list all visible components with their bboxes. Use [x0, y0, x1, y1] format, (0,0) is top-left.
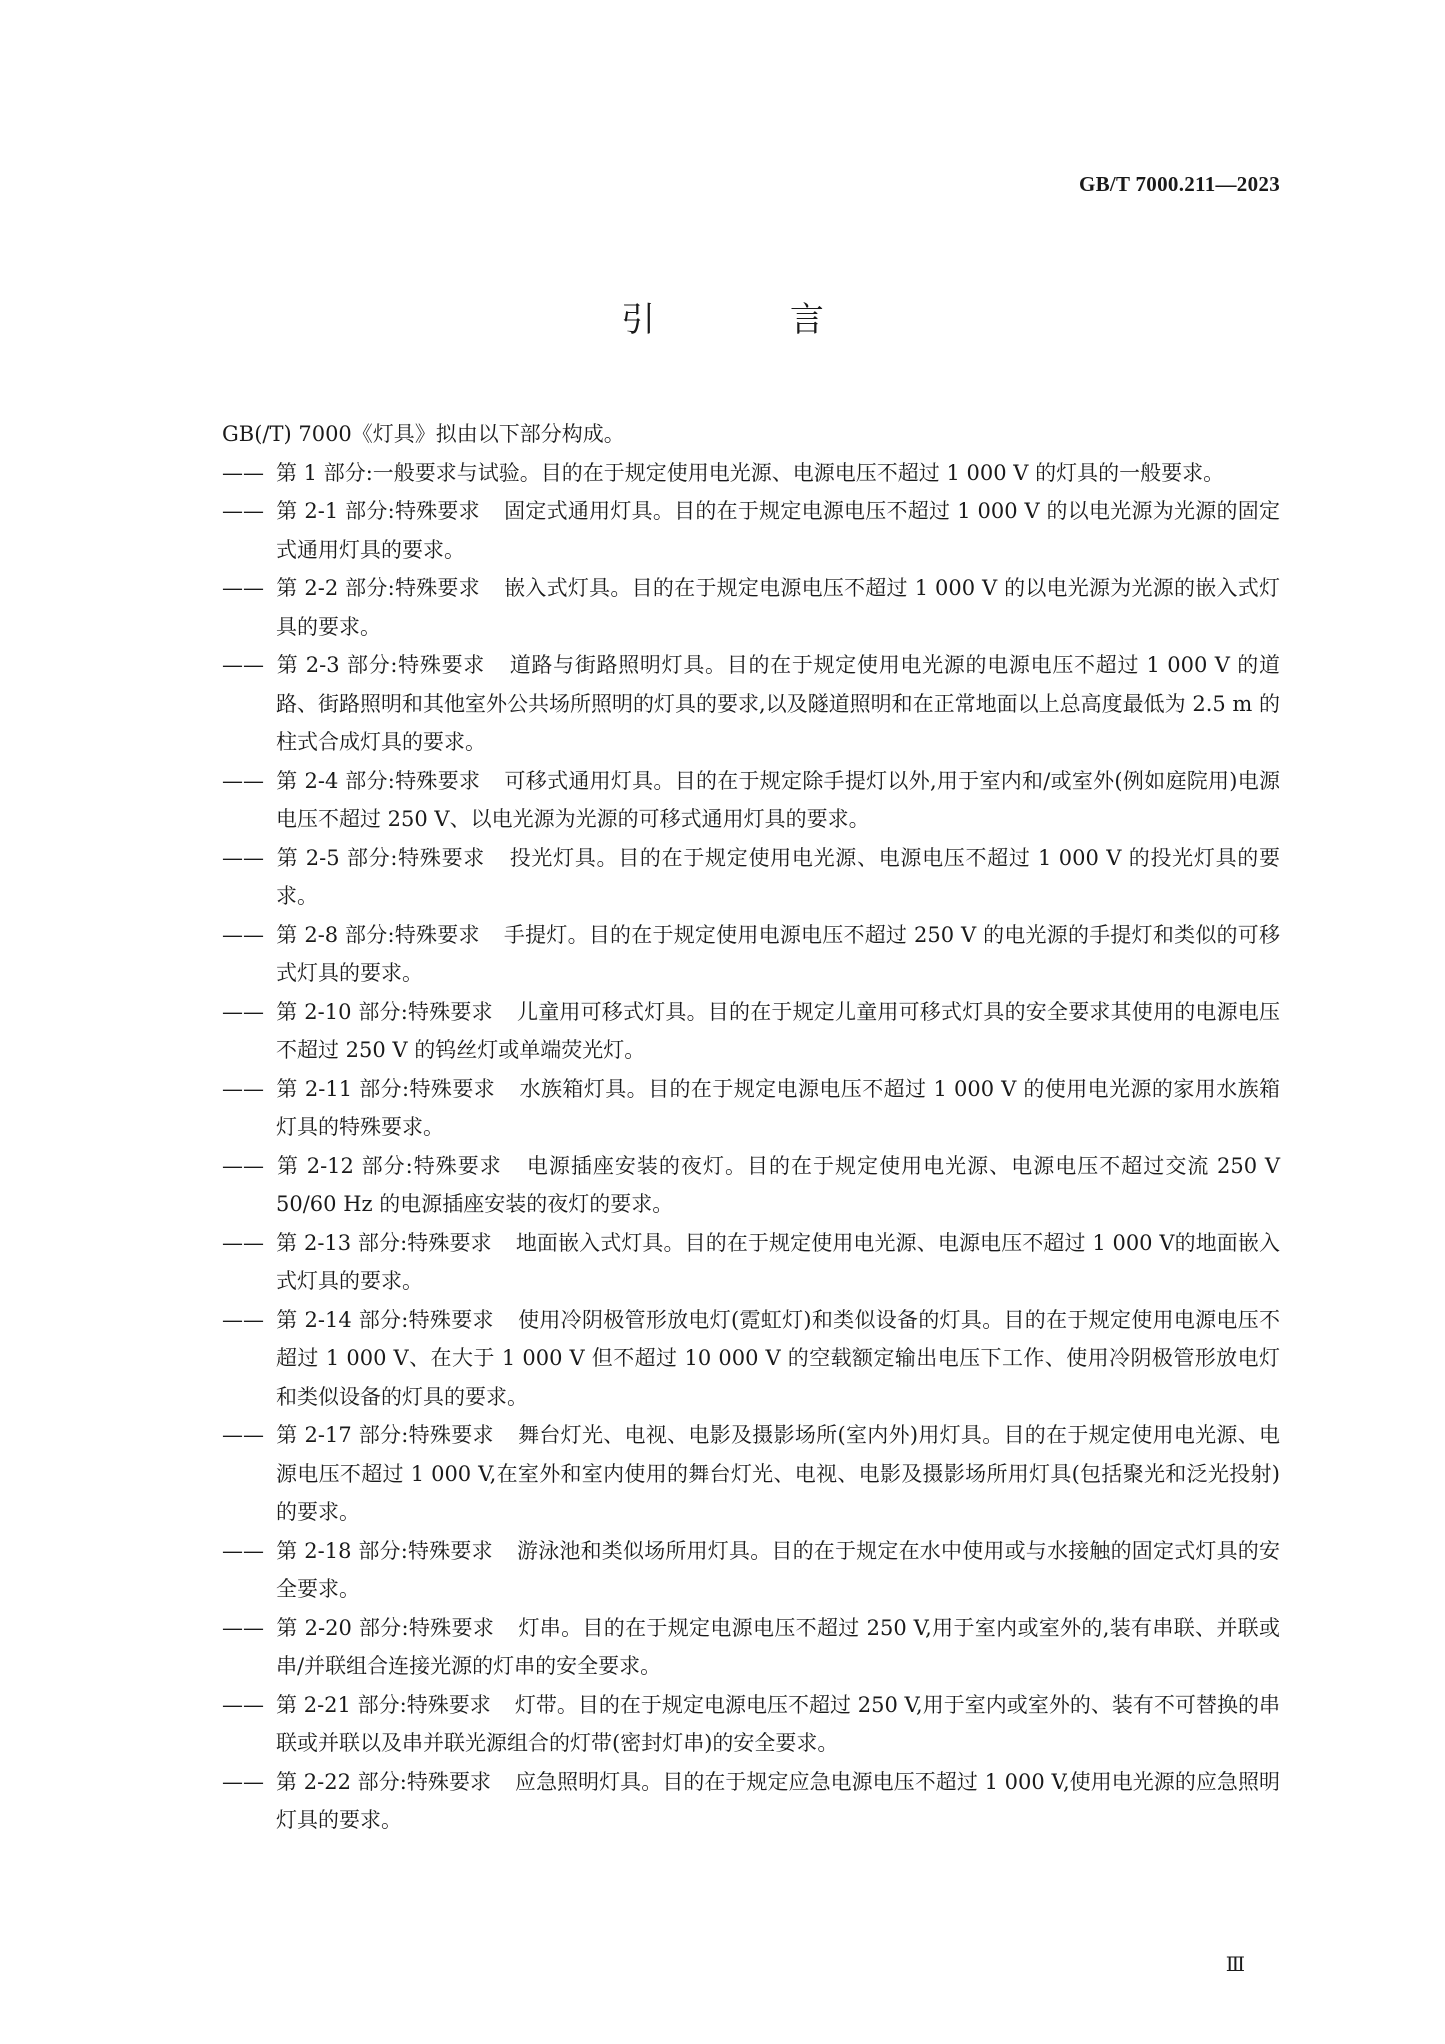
part-heading: 第 2-2 部分:特殊要求 — [276, 576, 480, 600]
dash-marker: —— — [222, 922, 264, 947]
part-description: 手提灯。目的在于规定使用电源电压不超过 250 V 的电光源的手提灯和类似的可移式灯具的要求。 — [276, 922, 1280, 985]
part-description: 固定式通用灯具。目的在于规定电源电压不超过 1 000 V 的以电光源为光源的固定式通用灯具的要求。 — [276, 499, 1280, 562]
list-item — [222, 454, 1280, 493]
part-heading: 第 1 部分:一般要求与试验。 — [276, 460, 541, 485]
dash-marker: —— — [222, 1153, 264, 1178]
list-item — [222, 1224, 1280, 1301]
list-item — [222, 1686, 1280, 1763]
parts-list — [222, 454, 1280, 1840]
dash-marker: —— — [222, 499, 264, 523]
dash-marker: —— — [222, 768, 264, 793]
part-description: 灯带。目的在于规定电源电压不超过 250 V,用于室内或室外的、装有不可替换的串联或并联以及串并联光源组合的灯带(密封灯串)的安全要求。 — [276, 1692, 1280, 1755]
part-heading: 第 2-17 部分:特殊要求 — [276, 1423, 494, 1447]
part-heading: 第 2-8 部分:特殊要求 — [276, 922, 480, 947]
document-body — [222, 415, 1280, 1840]
part-heading: 第 2-20 部分:特殊要求 — [276, 1615, 495, 1640]
list-item — [222, 1416, 1280, 1532]
part-description: 道路与街路照明灯具。目的在于规定使用电光源的电源电压不超过 1 000 V 的道路、街路照明和其他室外公共场所照明的灯具的要求,以及隧道照明和在正常地面以上总高度最低为 2.5 m 的柱式合成灯具的要求。 — [276, 653, 1281, 754]
part-description: 灯串。目的在于规定电源电压不超过 250 V,用于室内或室外的,装有串联、并联或串/并联组合连接光源的灯串的安全要求。 — [276, 1615, 1280, 1678]
list-item — [222, 1609, 1280, 1686]
dash-marker: —— — [222, 1769, 264, 1794]
part-description: 应急照明灯具。目的在于规定应急电源电压不超过 1 000 V,使用电光源的应急照明灯具的要求。 — [276, 1769, 1280, 1832]
part-heading: 第 2-21 部分:特殊要求 — [276, 1692, 491, 1717]
part-description: 投光灯具。目的在于规定使用电光源、电源电压不超过 1 000 V 的投光灯具的要求。 — [276, 845, 1280, 908]
list-item — [222, 839, 1280, 916]
dash-marker: —— — [222, 1307, 264, 1332]
part-heading: 第 2-13 部分:特殊要求 — [276, 1230, 492, 1255]
list-item — [222, 1763, 1280, 1840]
list-item — [222, 993, 1280, 1070]
dash-marker: —— — [222, 1692, 264, 1717]
list-item — [222, 492, 1280, 569]
dash-marker: —— — [222, 576, 264, 600]
part-heading: 第 2-4 部分:特殊要求 — [276, 768, 481, 793]
part-description: 目的在于规定使用电光源、电源电压不超过 1 000 V 的灯具的一般要求。 — [540, 460, 1225, 485]
dash-marker: —— — [222, 999, 264, 1024]
part-description: 舞台灯光、电视、电影及摄影场所(室内外)用灯具。目的在于规定使用电光源、电源电压不超过 1 000 V,在室外和室内使用的舞台灯光、电视、电影及摄影场所用灯具(包括聚光和泛光投射)的要求。 — [276, 1423, 1280, 1524]
part-description: 电源插座安装的夜灯。目的在于规定使用电光源、电源电压不超过交流 250 V 50/60 Hz 的电源插座安装的夜灯的要求。 — [276, 1153, 1280, 1216]
part-description: 水族箱灯具。目的在于规定电源电压不超过 1 000 V 的使用电光源的家用水族箱灯具的特殊要求。 — [276, 1076, 1280, 1139]
part-description: 地面嵌入式灯具。目的在于规定使用电光源、电源电压不超过 1 000 V的地面嵌入式灯具的要求。 — [276, 1230, 1280, 1293]
dash-marker: —— — [222, 845, 264, 870]
list-item — [222, 916, 1280, 993]
part-heading: 第 2-1 部分:特殊要求 — [276, 499, 480, 523]
list-item — [222, 1070, 1280, 1147]
part-heading: 第 2-12 部分:特殊要求 — [276, 1153, 502, 1178]
page-title: 引 言 — [621, 300, 886, 340]
part-description: 嵌入式灯具。目的在于规定电源电压不超过 1 000 V 的以电光源为光源的嵌入式灯具的要求。 — [276, 576, 1280, 639]
standard-number: GB/T 7000.211—2023 — [1078, 172, 1280, 196]
list-item — [222, 1532, 1280, 1609]
list-item — [222, 569, 1280, 646]
part-heading: 第 2-18 部分:特殊要求 — [276, 1538, 493, 1563]
intro-paragraph: GB(/T) 7000《灯具》拟由以下部分构成。 — [222, 422, 625, 446]
dash-marker: —— — [222, 1230, 264, 1255]
part-heading: 第 2-11 部分:特殊要求 — [276, 1076, 496, 1101]
part-description: 儿童用可移式灯具。目的在于规定儿童用可移式灯具的安全要求其使用的电源电压不超过 250 V 的钨丝灯或单端荧光灯。 — [276, 999, 1281, 1062]
list-item — [222, 762, 1280, 839]
part-description: 可移式通用灯具。目的在于规定除手提灯以外,用于室内和/或室外(例如庭院用)电源电压不超过 250 V、以电光源为光源的可移式通用灯具的要求。 — [276, 768, 1280, 831]
dash-marker: —— — [222, 653, 264, 677]
part-heading: 第 2-3 部分:特殊要求 — [276, 653, 485, 677]
dash-marker: —— — [222, 1538, 264, 1563]
part-heading: 第 2-22 部分:特殊要求 — [276, 1769, 492, 1794]
list-item — [222, 646, 1280, 762]
list-item — [222, 1301, 1280, 1417]
part-heading: 第 2-10 部分:特殊要求 — [276, 999, 493, 1024]
part-heading: 第 2-14 部分:特殊要求 — [276, 1307, 494, 1332]
list-item — [222, 1147, 1280, 1224]
part-description: 使用冷阴极管形放电灯(霓虹灯)和类似设备的灯具。目的在于规定使用电源电压不超过 1 000 V、在大于 1 000 V 但不超过 10 000 V 的空载额定输出电压下工作、使用冷阴极管形放电灯和类似设备的灯具的要求。 — [276, 1307, 1280, 1409]
page-number: Ⅲ — [1225, 1954, 1245, 1976]
dash-marker: —— — [222, 1423, 264, 1447]
part-heading: 第 2-5 部分:特殊要求 — [276, 845, 485, 870]
part-description: 游泳池和类似场所用灯具。目的在于规定在水中使用或与水接触的固定式灯具的安全要求。 — [276, 1538, 1281, 1601]
dash-marker: —— — [222, 460, 264, 485]
dash-marker: —— — [222, 1615, 264, 1640]
dash-marker: —— — [222, 1076, 264, 1101]
